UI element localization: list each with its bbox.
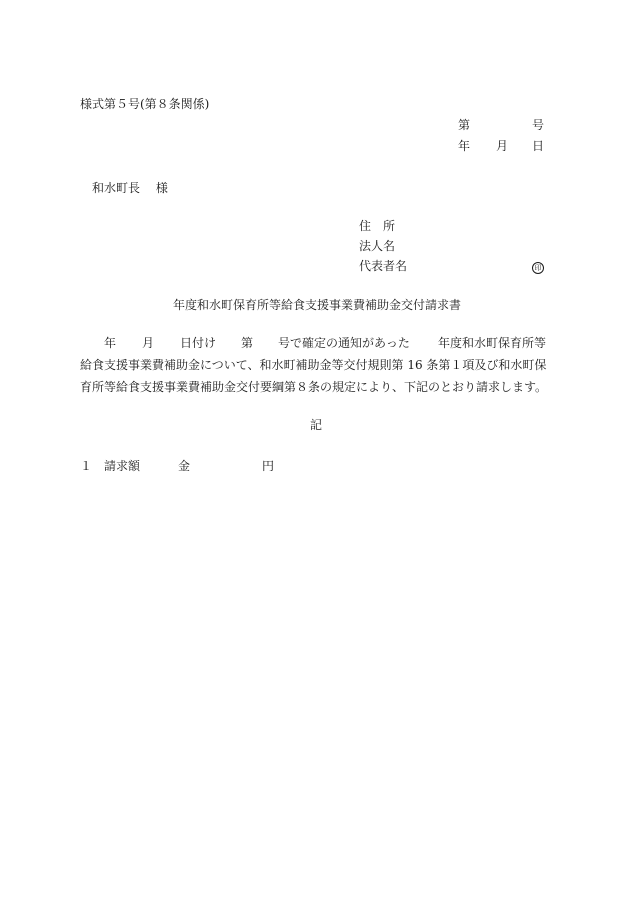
item-kin: 金 — [178, 459, 191, 473]
doc-number-suffix: 号 — [532, 118, 545, 132]
corp-name-label: 法人名 — [359, 239, 396, 253]
body-year: 年 — [104, 336, 117, 350]
date-month: 月 — [496, 139, 509, 153]
document-title: 年度和水町保育所等給食支援事業費補助金交付請求書 — [173, 298, 462, 312]
date-day: 日 — [532, 139, 545, 153]
body-line-3: 育所等給食支援事業費補助金交付要綱第８条の規定により、下記のとおり請求します。 — [80, 380, 548, 394]
ki-heading: 記 — [310, 418, 323, 432]
body-line-2: 給食支援事業費補助金について、和水町補助金等交付規則第 16 条第１項及び和水町保 — [80, 358, 547, 372]
body-month: 月 — [142, 336, 155, 350]
seal-mark — [532, 258, 544, 274]
date-year: 年 — [458, 139, 471, 153]
body-line1-rest: 号で確定の通知があった — [278, 336, 410, 350]
item-yen: 円 — [262, 459, 275, 473]
body-line1-end: 年度和水町保育所等 — [438, 336, 547, 350]
representative-label: 代表者名 — [359, 259, 408, 273]
seal-icon: 印 — [532, 262, 544, 274]
doc-number-prefix: 第 — [458, 118, 471, 132]
item-label: 請求額 — [104, 459, 141, 473]
form-header: 様式第５号(第８条関係) — [80, 97, 210, 111]
body-date: 日付け — [180, 336, 217, 350]
body-dai: 第 — [241, 336, 254, 350]
address-label: 住 所 — [359, 219, 396, 233]
item-number: １ — [80, 459, 93, 473]
addressee: 和水町長 様 — [92, 181, 168, 195]
